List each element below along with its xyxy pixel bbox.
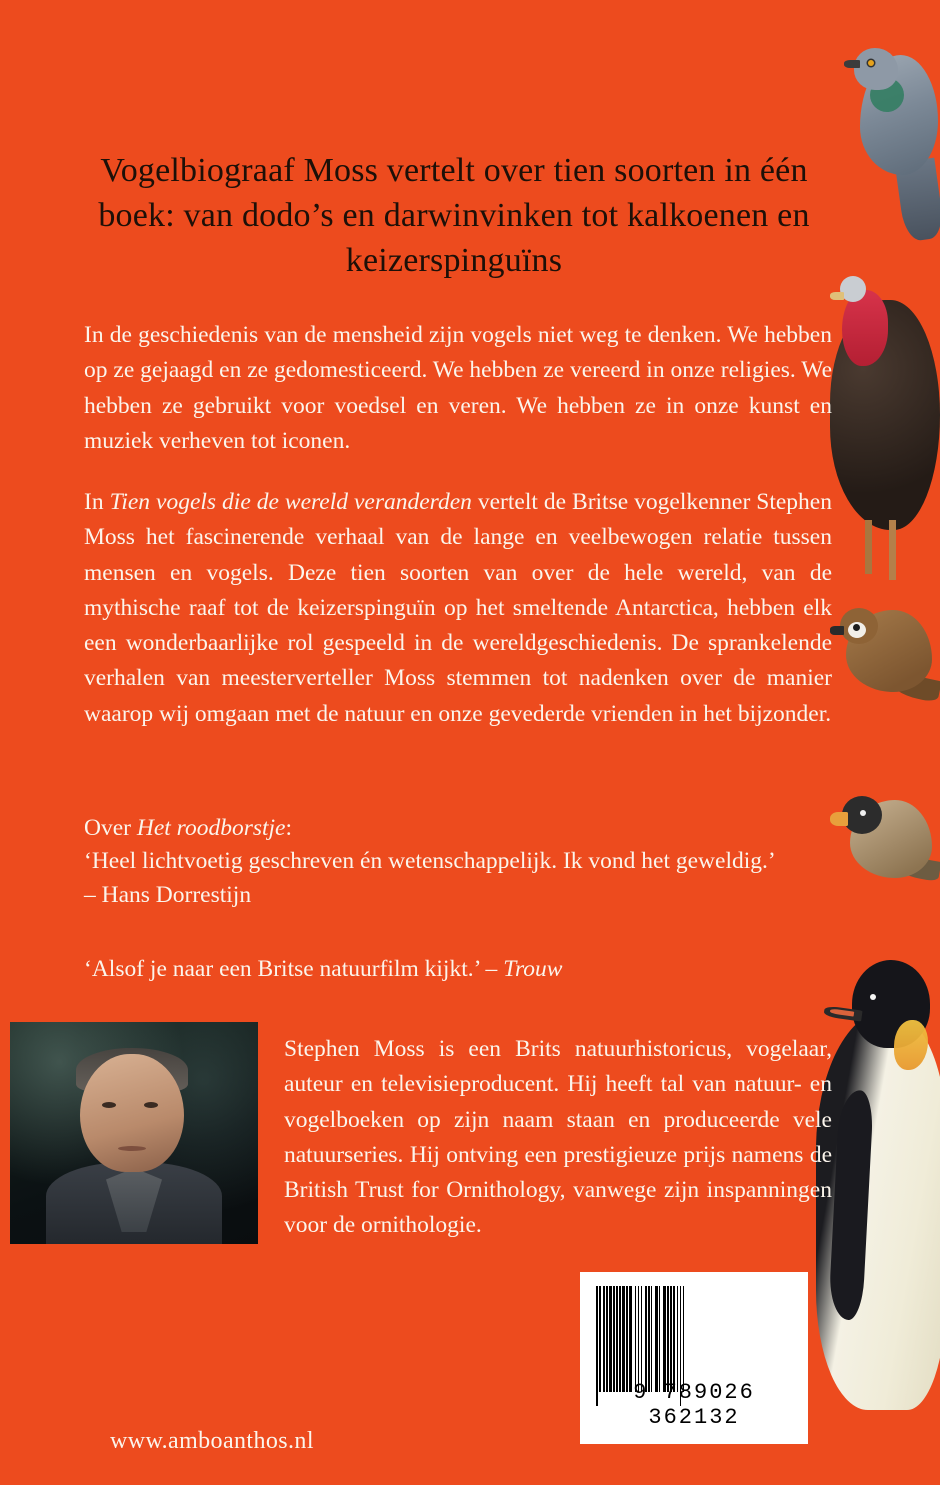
photo-eye-left (102, 1102, 116, 1108)
book-title-italic: Tien vogels die de wereld veranderden (109, 489, 472, 515)
finch-beak (830, 812, 848, 826)
blurb-paragraph-1: In de geschiedenis van de mensheid zijn vogels niet weg te denken. We hebben op ze gejaagd en ze gedomesticeerd. We hebben ze vereerd in onze religies. We hebben ze gebruikt voor voedsel en veren. We hebben ze in onze kunst en muziek verheven tot iconen. (84, 322, 832, 454)
sparrow-beak (830, 626, 844, 635)
review-quote-1: ‘Heel lichtvoetig geschreven én wetenschappelijk. Ik vond het geweldig.’ (84, 848, 776, 875)
bird-illustration-column (820, 0, 940, 1485)
publisher-website: www.amboanthos.nl (110, 1428, 314, 1454)
finch-eye (860, 810, 866, 816)
penguin-eye (870, 994, 876, 1000)
blurb-p2-after: vertelt de Britse vogelkenner Stephen Moss het fascinerende verhaal van de lange en veelbewogen relatie tussen mensen en vogels. Deze tien soorten van over de hele wereld, van de mythische raaf tot de keizerspinguïn op het smeltende Antarctica, hebben elk een wonderbaarlijke rol gespeeld in de wereldgeschiedenis. De sprankelende verhalen van meesterverteller Moss stemmen tot nadenken over de manier waarop wij omgaan met de natuur en onze gevederde vrienden in het bijzonder. (84, 489, 832, 727)
review-book-title: Het roodborstje (136, 815, 286, 841)
review-quote-1-source: – Hans Dorrestijn (84, 881, 252, 908)
isbn-barcode (580, 1272, 808, 1444)
blurb-body (84, 318, 832, 758)
photo-eye-right (144, 1102, 158, 1108)
review-block (84, 812, 832, 912)
turkey-beak (830, 292, 844, 300)
sparrow-eye (853, 624, 860, 631)
blurb-p2-before: In (84, 489, 110, 515)
cover-headline: Vogelbiograaf Moss vertelt over tien soorten in één boek: van dodo’s en darwinvinken tot kalkoenen en keizerspinguïns (98, 152, 810, 280)
photo-face (80, 1054, 184, 1172)
review-quote-2-source: Trouw (503, 956, 563, 982)
review-source-heading (84, 812, 832, 845)
review-quote-2-text: ‘Alsof je naar een Britse natuurfilm kijkt.’ – (84, 956, 504, 982)
review-quote-2 (84, 953, 832, 986)
pigeon-head (854, 48, 898, 90)
author-photo (10, 1022, 258, 1244)
turkey-leg-right (865, 520, 872, 574)
photo-mouth (118, 1146, 146, 1151)
turkey-leg-left (889, 520, 896, 580)
review-over-label: Over (84, 815, 137, 841)
review-colon: : (285, 815, 292, 841)
pigeon-eye (868, 60, 874, 66)
barcode-number: 9 789026 362132 (633, 1380, 755, 1430)
author-bio: Stephen Moss is een Brits natuurhistoricus, vogelaar, auteur en televisieproducent. Hij heeft tal van natuur- en vogelboeken op zijn naam staan en produceerde vele natuurseries. Hij ontving een prestigieuze prijs namens de British Trust for Ornithology, vanwege zijn inspanningen voor de ornithologie. (284, 1036, 832, 1239)
blurb-paragraph-2 (84, 485, 832, 732)
pigeon-beak (844, 60, 860, 68)
